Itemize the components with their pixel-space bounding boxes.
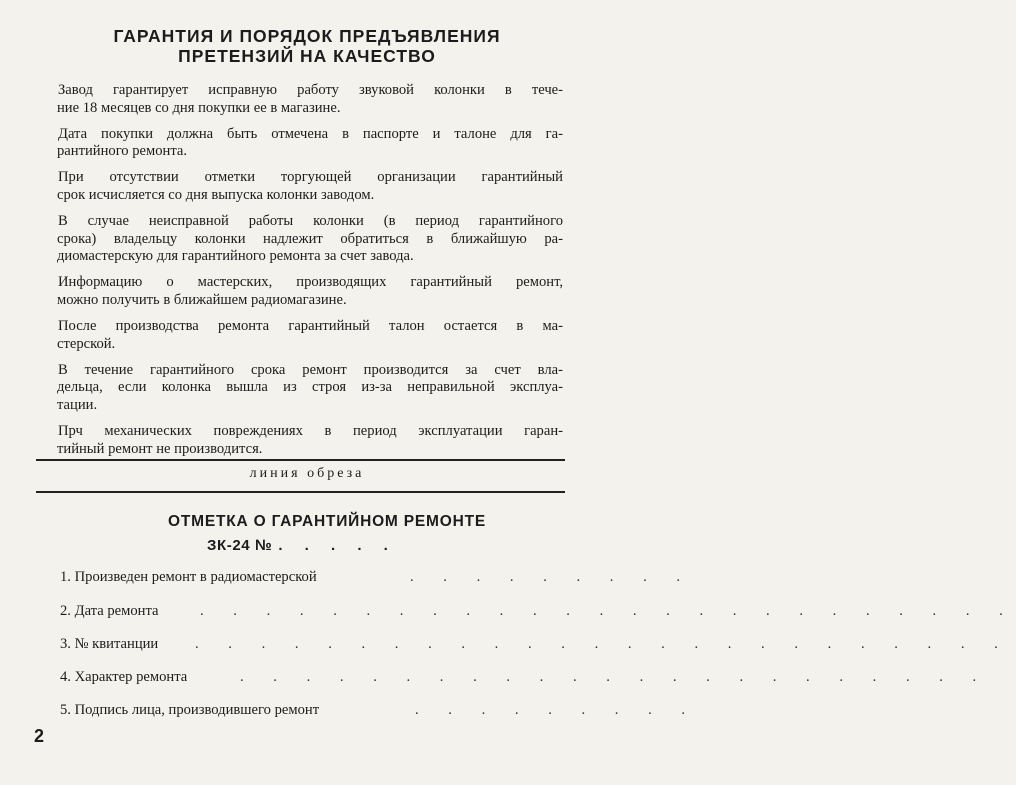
paragraph-line: После производства ремонта гарантийный талон остается в ма- xyxy=(58,318,563,335)
model-number-blank[interactable]: . . . . . xyxy=(278,537,397,554)
heading-line-1: ГАРАНТИЯ И ПОРЯДОК ПРЕДЪЯВЛЕНИЯ xyxy=(113,26,501,46)
paragraph-line: срока) владельцу колонки надлежит обратиться в ближайшую ра- xyxy=(57,230,563,247)
terms-paragraph xyxy=(58,274,563,309)
warranty-terms xyxy=(58,82,563,467)
field-blank[interactable]: . . . . . . . . . . . . . . . . . . . . . . . xyxy=(240,669,990,685)
terms-paragraph xyxy=(58,362,563,415)
paragraph-line: В течение гарантийного срока ремонт производится за счет вла- xyxy=(58,361,563,378)
paragraph-line: Дата покупки должна быть отмечена в паспорте и талоне для га- xyxy=(58,125,563,142)
model-label: ЗК-24 № xyxy=(207,537,273,554)
field-number: 3. xyxy=(60,636,71,652)
paragraph-line: рантийного ремонта. xyxy=(57,143,188,160)
model-number-line xyxy=(207,537,397,554)
paragraph-line: В случае неисправной работы колонки (в период гарантийного xyxy=(58,213,563,230)
cut-rule-top xyxy=(36,459,565,461)
paragraph-line: тийный ремонт не производится. xyxy=(57,440,263,457)
field-blank[interactable]: . . . . . . . . . xyxy=(410,569,694,585)
paragraph-line: ние 18 месяцев со дня покупки ее в магазине. xyxy=(57,99,341,116)
paragraph-line: Завод гарантирует исправную работу звуковой колонки в тече- xyxy=(58,82,563,98)
field-blank[interactable]: . . . . . . . . . . . . . . . . . . . . . . . . . xyxy=(200,603,1016,619)
terms-paragraph xyxy=(58,423,563,458)
page-number: 2 xyxy=(34,726,45,746)
repair-field-2 xyxy=(60,603,1016,620)
field-label: Подпись лица, производившего ремонт xyxy=(74,702,320,718)
paragraph-line: диомастерскую для гарантийного ремонта за счет завода. xyxy=(57,248,414,265)
paragraph-line: тации. xyxy=(57,396,98,413)
paragraph-line: стерской. xyxy=(57,335,116,352)
field-label: Произведен ремонт в радиомастерской xyxy=(74,569,317,585)
paragraph-line: можно получить в ближайшем радиомагазине. xyxy=(57,291,347,308)
terms-paragraph xyxy=(58,213,563,266)
cut-line-label: линия обреза xyxy=(249,466,365,481)
paragraph-line: дельца, если колонка вышла из строя из-за неправильной эксплуа- xyxy=(57,379,563,396)
cut-rule-bottom xyxy=(36,491,565,493)
terms-paragraph xyxy=(58,169,563,204)
field-label: Дата ремонта xyxy=(74,603,159,619)
field-number: 4. xyxy=(60,669,71,685)
terms-paragraph xyxy=(58,318,563,353)
paragraph-line: Прч механических повреждениях в период эксплуатации гаран- xyxy=(58,423,563,439)
field-blank[interactable]: . . . . . . . . . . . . . . . . . . . . . . . . . xyxy=(195,636,1011,652)
heading-line-2: ПРЕТЕНЗИЙ НА КАЧЕСТВО xyxy=(178,46,436,66)
terms-paragraph xyxy=(58,126,563,161)
repair-record-title: ОТМЕТКА О ГАРАНТИЙНОМ РЕМОНТЕ xyxy=(168,513,486,530)
field-label: № квитанции xyxy=(74,636,159,652)
paragraph-line: Информацию о мастерских, производящих гарантийный ремонт, xyxy=(58,274,563,291)
field-number: 5. xyxy=(60,702,71,718)
repair-field-4 xyxy=(60,669,990,686)
repair-field-1 xyxy=(60,569,694,586)
terms-paragraph xyxy=(58,82,563,117)
warranty-heading xyxy=(40,26,574,66)
field-blank[interactable]: . . . . . . . . . xyxy=(415,702,699,718)
field-label: Характер ремонта xyxy=(74,669,188,685)
paragraph-line: При отсутствии отметки торгующей организации гарантийный xyxy=(58,169,563,186)
field-number: 1. xyxy=(60,569,71,585)
paragraph-line: срок исчисляется со дня выпуска колонки заводом. xyxy=(57,186,375,203)
repair-field-3 xyxy=(60,636,1011,653)
field-number: 2. xyxy=(60,603,71,619)
repair-field-5 xyxy=(60,702,699,719)
